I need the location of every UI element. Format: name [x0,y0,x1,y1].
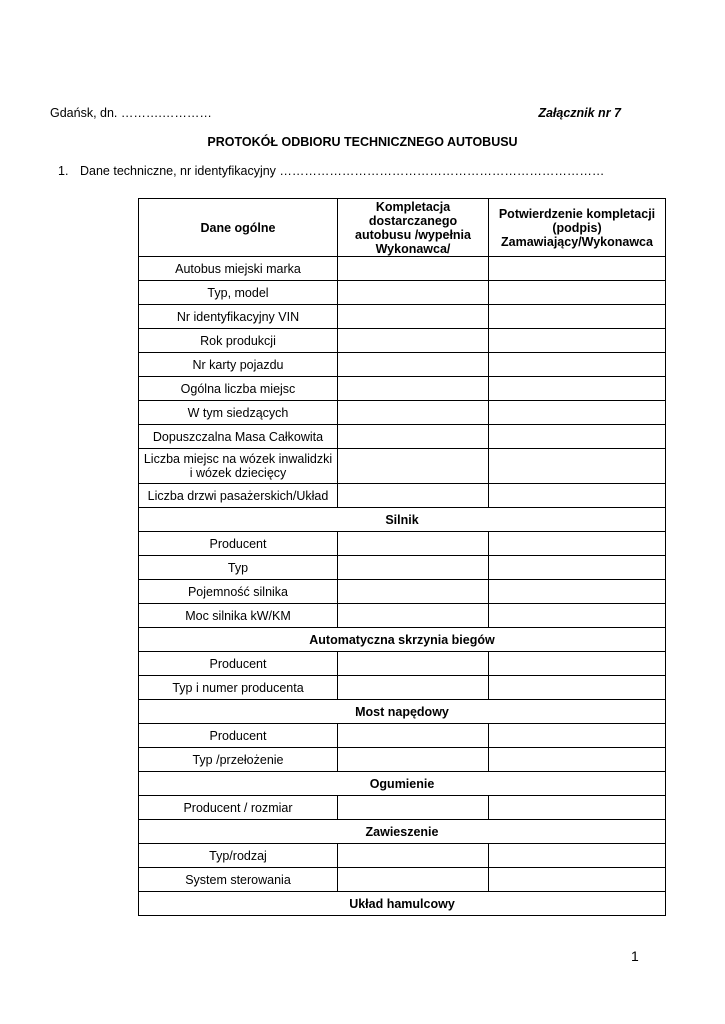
spec-table [138,198,666,916]
confirmation-cell[interactable] [489,401,666,425]
completion-cell[interactable] [338,449,489,484]
confirmation-cell[interactable] [489,377,666,401]
row-label: Typ [139,556,338,580]
section-title-gearbox: Automatyczna skrzynia biegów [139,628,666,652]
section-row-axle [139,700,666,724]
completion-cell[interactable] [338,604,489,628]
table-row [139,724,666,748]
header-confirmation: Potwierdzenie kompletacji (podpis) Zamawiający/Wykonawca [489,199,666,257]
completion-cell[interactable] [338,724,489,748]
row-label: Typ/rodzaj [139,844,338,868]
table-row [139,532,666,556]
row-label: System sterowania [139,868,338,892]
confirmation-cell[interactable] [489,532,666,556]
confirmation-cell[interactable] [489,796,666,820]
row-label: Typ /przełożenie [139,748,338,772]
section-row-tyres [139,772,666,796]
row-label: Producent [139,724,338,748]
confirmation-cell[interactable] [489,844,666,868]
table-row [139,377,666,401]
table-row [139,353,666,377]
confirmation-cell[interactable] [489,305,666,329]
attachment-label: Załącznik nr 7 [538,106,621,120]
table-row [139,796,666,820]
item-text: Dane techniczne, nr identyfikacyjny …………………………………………………………………… [80,164,605,178]
completion-cell[interactable] [338,377,489,401]
table-row [139,580,666,604]
completion-cell[interactable] [338,281,489,305]
confirmation-cell[interactable] [489,868,666,892]
place-date: Gdańsk, dn. ……….………… [50,106,212,120]
table-header-row [139,199,666,257]
confirmation-cell[interactable] [489,652,666,676]
table-row [139,281,666,305]
table-row [139,676,666,700]
completion-cell[interactable] [338,868,489,892]
row-label: Dopuszczalna Masa Całkowita [139,425,338,449]
completion-cell[interactable] [338,353,489,377]
row-label: Moc silnika kW/KM [139,604,338,628]
header-general: Dane ogólne [139,199,338,257]
confirmation-cell[interactable] [489,556,666,580]
row-label: Producent [139,532,338,556]
confirmation-cell[interactable] [489,329,666,353]
completion-cell[interactable] [338,844,489,868]
confirmation-cell[interactable] [489,748,666,772]
confirmation-cell[interactable] [489,353,666,377]
row-label: Nr karty pojazdu [139,353,338,377]
section-row-gearbox [139,628,666,652]
row-label: Rok produkcji [139,329,338,353]
completion-cell[interactable] [338,257,489,281]
table-row [139,844,666,868]
header-completion: Kompletacja dostarczanego autobusu /wypełnia Wykonawca/ [338,199,489,257]
row-label: Nr identyfikacyjny VIN [139,305,338,329]
completion-cell[interactable] [338,748,489,772]
table-row [139,449,666,484]
table-row [139,556,666,580]
table-row [139,425,666,449]
table-row [139,868,666,892]
confirmation-cell[interactable] [489,425,666,449]
row-label: Typ i numer producenta [139,676,338,700]
completion-cell[interactable] [338,329,489,353]
section-title-brakes: Układ hamulcowy [139,892,666,916]
confirmation-cell[interactable] [489,724,666,748]
row-label: Typ, model [139,281,338,305]
confirmation-cell[interactable] [489,676,666,700]
confirmation-cell[interactable] [489,257,666,281]
completion-cell[interactable] [338,425,489,449]
confirmation-cell[interactable] [489,449,666,484]
completion-cell[interactable] [338,532,489,556]
confirmation-cell[interactable] [489,281,666,305]
section-title-tyres: Ogumienie [139,772,666,796]
section-row-suspension [139,820,666,844]
table-row [139,484,666,508]
row-label: Liczba miejsc na wózek inwalidzki i wózek dziecięcy [139,449,338,484]
section-item [58,164,604,178]
completion-cell[interactable] [338,580,489,604]
row-label: Ogólna liczba miejsc [139,377,338,401]
table-row [139,748,666,772]
completion-cell[interactable] [338,305,489,329]
section-row-engine [139,508,666,532]
page-number: 1 [631,948,639,964]
row-label: W tym siedzących [139,401,338,425]
row-label: Producent / rozmiar [139,796,338,820]
completion-cell[interactable] [338,796,489,820]
document-title: PROTOKÓŁ ODBIORU TECHNICZNEGO AUTOBUSU [207,135,518,149]
section-title-suspension: Zawieszenie [139,820,666,844]
table-row [139,329,666,353]
table-row [139,604,666,628]
section-title-axle: Most napędowy [139,700,666,724]
row-label: Pojemność silnika [139,580,338,604]
section-title-engine: Silnik [139,508,666,532]
confirmation-cell[interactable] [489,484,666,508]
row-label: Producent [139,652,338,676]
completion-cell[interactable] [338,556,489,580]
completion-cell[interactable] [338,676,489,700]
table-row [139,401,666,425]
confirmation-cell[interactable] [489,604,666,628]
completion-cell[interactable] [338,484,489,508]
section-row-brakes [139,892,666,916]
table-row [139,652,666,676]
table-row [139,305,666,329]
confirmation-cell[interactable] [489,580,666,604]
table-row [139,257,666,281]
item-number: 1. [58,164,69,178]
row-label: Liczba drzwi pasażerskich/Układ [139,484,338,508]
completion-cell[interactable] [338,652,489,676]
row-label: Autobus miejski marka [139,257,338,281]
completion-cell[interactable] [338,401,489,425]
